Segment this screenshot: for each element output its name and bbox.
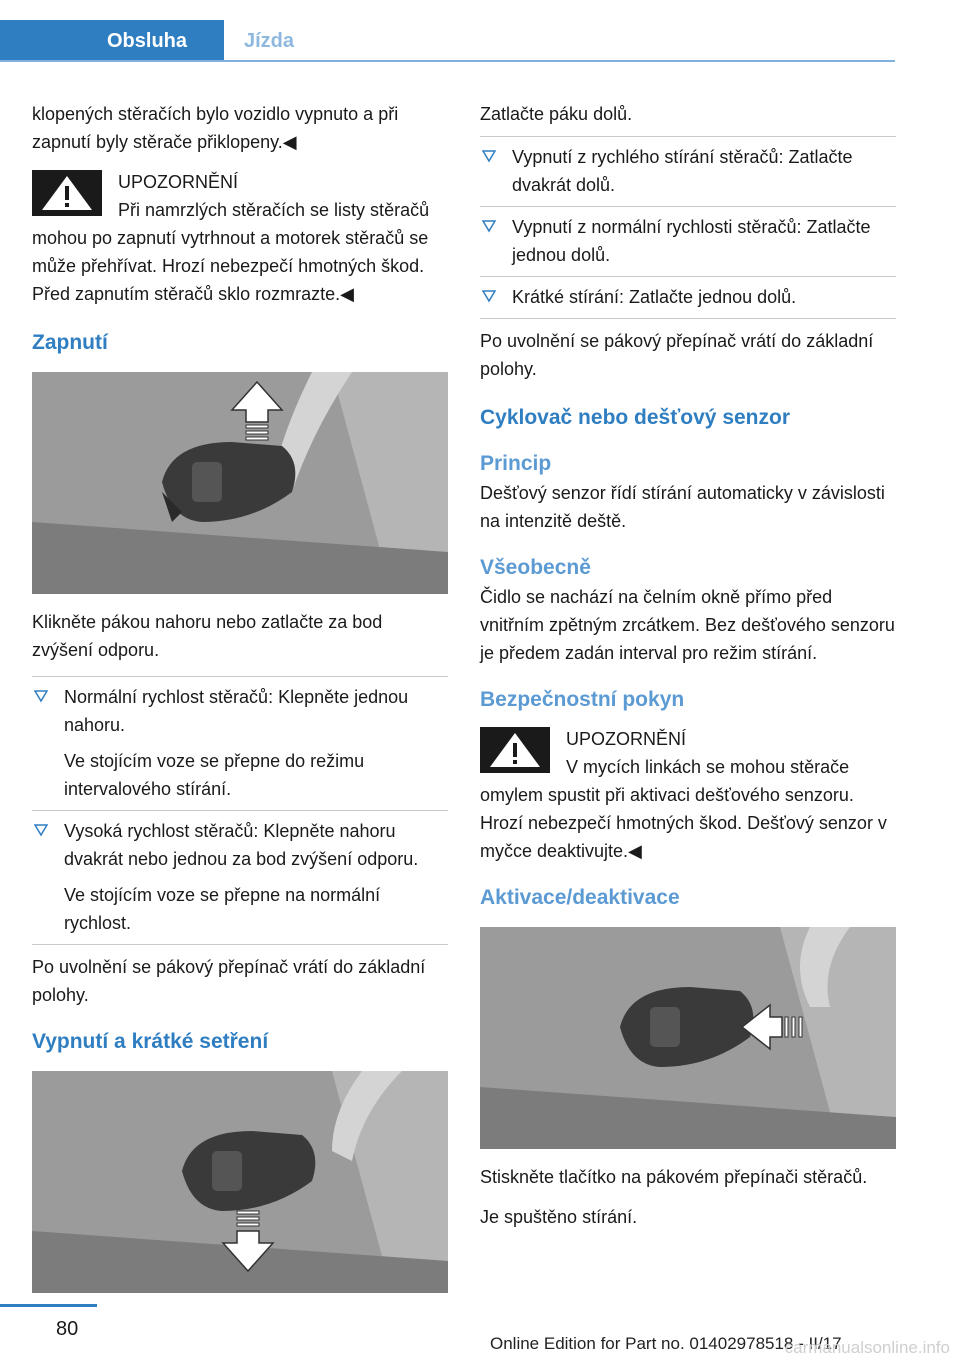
tab-jizda[interactable]: Jízda	[244, 29, 295, 52]
vypnuti-bullets	[480, 136, 896, 319]
wiper-lever-up-image	[32, 372, 448, 594]
heading-cyklovac: Cyklovač nebo dešťový senzor	[480, 406, 791, 429]
page-header	[0, 0, 960, 64]
list-item: Vypnutí z rychlého stírání stěračů: Zatlačte dvakrát dolů.	[480, 137, 896, 207]
tab-obsluha[interactable]: Obsluha	[0, 20, 224, 62]
intro-text: klopených stěračích bylo vozidlo vypnuto a při zapnutí byly stěrače přiklopeny.◀	[32, 104, 399, 152]
triangle-bullet-icon	[34, 689, 48, 703]
warning-title: UPOZORNĚNÍ	[566, 729, 687, 749]
list-item: Vypnutí z normální rychlosti stěračů: Zatlačte jednou dolů.	[480, 207, 896, 277]
warning-icon	[32, 170, 102, 216]
list-item: Krátké stírání: Zatlačte jednou dolů.	[480, 277, 896, 319]
warning-text: Při namrzlých stěračích se listy stěračů mohou po zapnutí vytrhnout a motorek stěračů se může přehřívat. Hrozí nebezpečí hmotných škod. Před zapnutím stěračů sklo rozmrazte.◀	[32, 200, 430, 304]
right-column	[480, 100, 896, 1243]
release-text-right: Po uvolnění se pákový přepínač vrátí do základní polohy.	[480, 331, 874, 379]
warning-icon	[480, 727, 550, 773]
vseobecne-text: Čidlo se nachází na čelním okně přímo před vnitřním zpětným zrcátkem. Bez dešťového senzoru je předem zadán interval pro režim stírání.	[480, 587, 895, 663]
zapnuti-bullets	[32, 676, 448, 945]
subheading-bezpecnost: Bezpečnostní pokyn	[480, 688, 685, 711]
subheading-aktivace: Aktivace/deaktivace	[480, 886, 680, 909]
triangle-bullet-icon	[34, 823, 48, 837]
edition-text: Online Edition for Part no. 01402978518 - II/17	[490, 1334, 842, 1353]
heading-zapnuti: Zapnutí	[32, 331, 108, 354]
triangle-bullet-icon	[482, 149, 496, 163]
triangle-bullet-icon	[482, 289, 496, 303]
release-text: Po uvolnění se pákový přepínač vrátí do základní polohy.	[32, 957, 426, 1005]
left-column	[32, 100, 448, 1307]
warning-text: V mycích linkách se mohou stěrače omylem spustit při aktivaci dešťového senzoru. Hrozí nebezpečí hmotných škod. Dešťový senzor v myčce deaktivujte.◀	[480, 757, 887, 861]
header-rule	[0, 60, 895, 62]
warning-title: UPOZORNĚNÍ	[118, 172, 239, 192]
heading-vypnuti: Vypnutí a krátké setření	[32, 1030, 269, 1053]
warning-block	[32, 168, 448, 308]
wiper-lever-down-image	[32, 1071, 448, 1293]
zapnuti-text: Klikněte pákou nahoru nebo zatlačte za bod zvýšení odporu.	[32, 612, 383, 660]
subheading-princip: Princip	[480, 452, 552, 475]
footer-rule	[0, 1304, 97, 1307]
warning-block	[480, 725, 896, 865]
aktivace-text: Stiskněte tlačítko na pákovém přepínači stěračů.	[480, 1167, 868, 1187]
zatlacte-text: Zatlačte páku dolů.	[480, 104, 633, 124]
spusteno-text: Je spuštěno stírání.	[480, 1207, 638, 1227]
list-item: Vysoká rychlost stěračů: Klepněte nahoru dvakrát nebo jednou za bod zvýšení odporu. Ve stojícím voze se přepne na normální rychlost.	[32, 811, 448, 945]
watermark: carmanualsonline.info	[784, 1338, 950, 1357]
list-item: Normální rychlost stěračů: Klepněte jednou nahoru. Ve stojícím voze se přepne do režimu intervalového stírání.	[32, 677, 448, 811]
princip-text: Dešťový senzor řídí stírání automaticky v závislosti na intenzitě deště.	[480, 483, 885, 531]
subheading-vseobecne: Všeobecně	[480, 556, 591, 579]
wiper-button-image	[480, 927, 896, 1149]
triangle-bullet-icon	[482, 219, 496, 233]
page-number: 80	[56, 1318, 79, 1340]
